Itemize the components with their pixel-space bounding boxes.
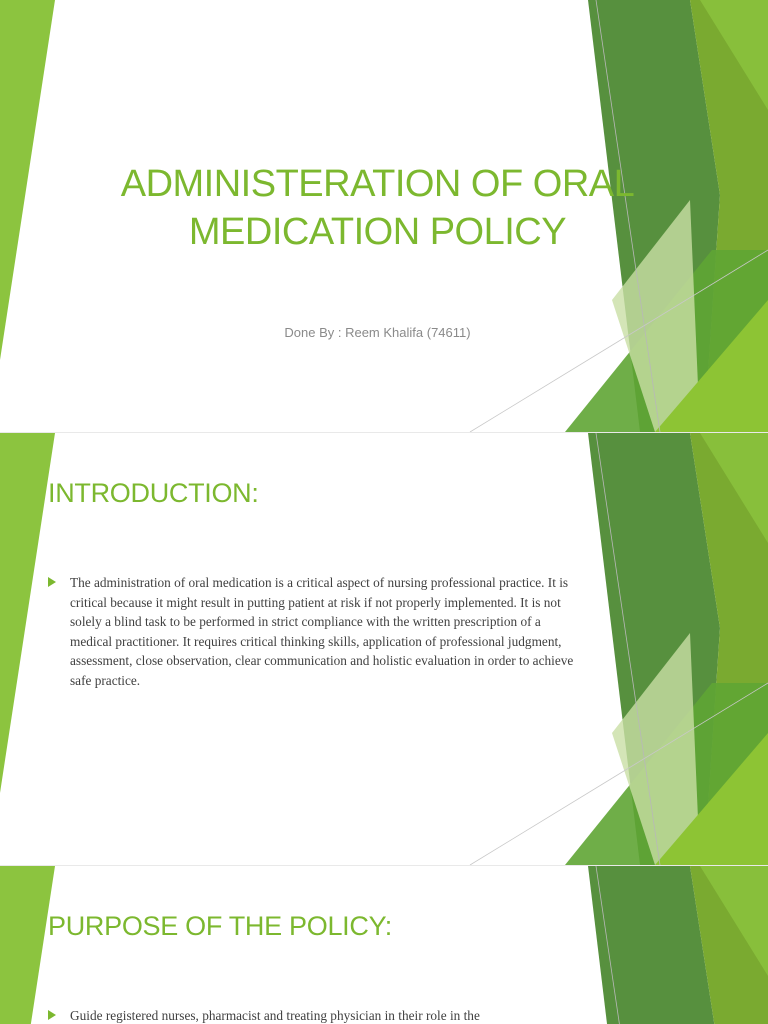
introduction-slide xyxy=(0,433,768,865)
presentation-subtitle: Done By : Reem Khalifa (74611) xyxy=(284,325,471,340)
bullet-arrow-icon xyxy=(48,577,56,587)
bullet-item xyxy=(48,573,578,690)
slide-decoration xyxy=(0,866,768,1024)
slide-heading: INTRODUCTION: xyxy=(48,478,259,508)
bullet-text: The administration of oral medication is a critical aspect of nursing professional practice. It is critical because it might result in putting patient at risk if not properly implemented. It is not solely a blind task to be performed in strict compliance with the written prescription of a medical practitioner. It requires critical thinking skills, application of professional judgment, assessment, close observation, clear communication and holistic evaluation in order to achieve safe practice. xyxy=(70,575,574,688)
left-green-wedge xyxy=(0,0,55,360)
left-green-wedge xyxy=(0,866,55,1024)
bullet-item xyxy=(48,1006,578,1024)
title-slide xyxy=(0,0,768,432)
purpose-slide xyxy=(0,866,768,1024)
bullet-text: Guide registered nurses, pharmacist and treating physician in their role in the xyxy=(70,1008,480,1023)
left-green-wedge xyxy=(0,433,55,793)
presentation-title: ADMINISTERATION OF ORAL MEDICATION POLICY xyxy=(120,163,635,253)
bullet-arrow-icon xyxy=(48,1010,56,1020)
slide-heading: PURPOSE OF THE POLICY: xyxy=(48,911,392,941)
